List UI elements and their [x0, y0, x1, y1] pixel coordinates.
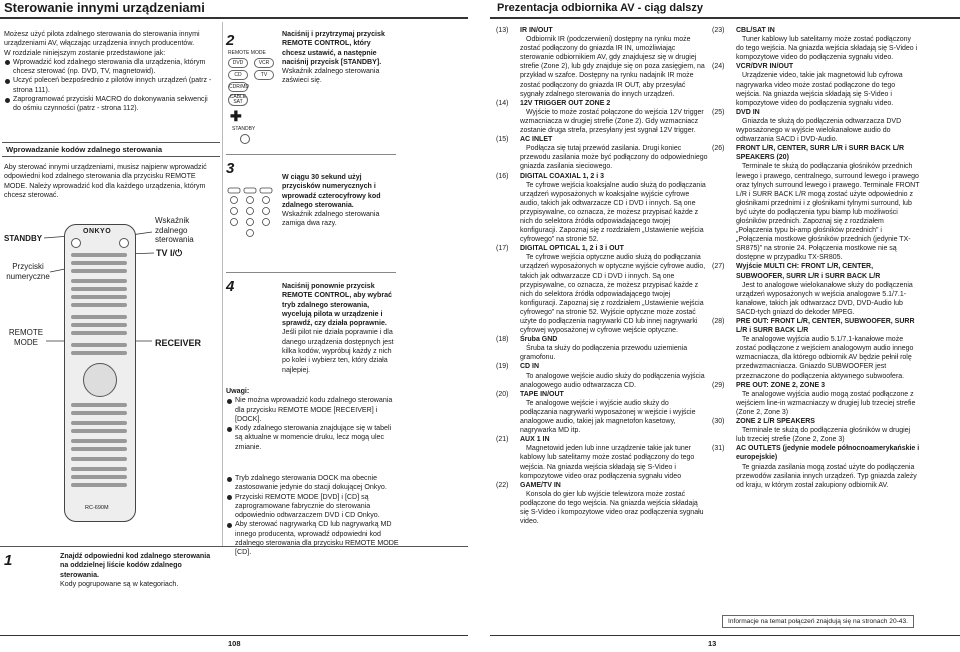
step4-note: Jeśli pilot nie działa poprawnie i dla danego urządzenia dostępnych jest kilka kodów, wypróbuj każdy z nich po kolei i wybierz ten, który działa najlepiej.	[282, 328, 394, 374]
step2-instruction: Naciśnij i przytrzymaj przycisk REMOTE CONTROL, który chcesz ustawić, a następnie naciśnij przycisk [STANDBY].	[282, 30, 385, 66]
footer-rule-left	[0, 635, 468, 636]
section-text: Aby sterować innymi urządzeniami, musisz najpierw wprowadzić odpowiedni kod zdalnego sterowania dla przycisku REMOTE MODE. Należy wprowadzić kod dla każdego urządzenia, którym chcesz sterować.	[4, 163, 207, 199]
dock-note-item: Przyciski REMOTE MODE [DVD] i [CD] są zaprogramowane fabrycznie do sterowania odpowiednio odtwarzaczem DVD i CD Onkyo.	[226, 493, 400, 521]
intro-bullet: Uczyć poleceń bezpośrednio z pilotów innych urządzeń (patrz - strona 111).	[4, 76, 214, 95]
notes-block	[226, 387, 400, 452]
step1-note: Kody pogrupowane są w kategoriach.	[60, 579, 179, 588]
remote-dpad[interactable]	[83, 363, 117, 397]
remote-number-row[interactable]	[71, 287, 127, 291]
mini-standby-button[interactable]	[240, 134, 250, 144]
step2-note: Wskaźnik zdalnego sterowania zaświeci się.	[282, 67, 380, 85]
remote-macro-row[interactable]	[71, 475, 127, 479]
dock-note-item: Aby sterować nagrywarką CD lub nagrywarką MD innego producenta, wprowadź odpowiedni kod zdalnego sterowania dla przycisku REMOTE MODE [CD].	[226, 520, 400, 557]
intro-bullet: Zaprogramować przyciski MACRO do dokonywania sekwencji do ośmiu czynności (patrz - strona 112).	[4, 95, 214, 114]
remote-brand: ONKYO	[83, 228, 112, 235]
label-receiver: RECEIVER	[155, 338, 202, 348]
mini-cd-button[interactable]: CD	[228, 70, 248, 80]
remote-tv-power-button[interactable]	[119, 238, 129, 248]
mini-standby-label: STANDBY	[232, 126, 256, 132]
remote-input-row[interactable]	[71, 269, 127, 273]
intro-text: Możesz użyć pilota zdalnego sterowania do sterowania innymi urządzeniami AV, włączając urządzenia innych producentów.	[4, 30, 200, 48]
section-heading: Wprowadzanie kodów zdalnego sterowania	[2, 142, 220, 157]
connector-item: (19) CD IN To analogowe wejście audio służy do podłączenia wyjścia analogowego audio odtwarzacza CD.	[496, 363, 705, 389]
label-tv-power: TV I/⏻	[156, 248, 183, 258]
connector-item: (23) CBL/SAT IN Tuner kablowy lub satelitarny może zostać podłączony do tego wejścia. Na gniazda wejścia składają się S-Video i kompozytowe video do podłączenia sygnału video.	[712, 27, 918, 62]
mini-number-keys	[226, 186, 276, 256]
connector-item: (25) DVD IN Gniazda te służą do podłączenia odtwarzacza DVD wyposażonego w wyjście wielokanałowe audio do odtwarzania SACD i DVD-Audio.	[712, 108, 902, 144]
remote-macro-row[interactable]	[71, 483, 127, 487]
column-divider	[222, 22, 223, 546]
step3-text	[282, 173, 394, 229]
step4-text	[282, 282, 394, 375]
mini-cable-button[interactable]: CABLE SAT	[229, 94, 247, 105]
remote-number-row[interactable]	[71, 279, 127, 283]
mini-tv-button[interactable]: TV	[254, 70, 274, 80]
connector-item: (18) Śruba GND Śruba ta służy do podłączenia przewodu uziemienia gramofonu.	[496, 336, 688, 362]
remote-function-row[interactable]	[71, 351, 127, 355]
intro-bullet: Wprowadzić kod zdalnego sterowania dla urządzenia, którym chcesz sterować (np. DVD, TV, magnetowid).	[4, 58, 214, 77]
remote-input-row[interactable]	[71, 253, 127, 257]
mini-vcr-button[interactable]: VCR	[254, 58, 274, 68]
remote-mode-row[interactable]	[71, 331, 127, 335]
info-box: Informacje na temat połączeń znajdują się na stronach 20-43.	[722, 615, 914, 628]
mini-dvd-button[interactable]: DVD	[228, 58, 248, 68]
step-divider	[226, 154, 396, 155]
footer-rule-right	[490, 635, 960, 636]
label-remote-indicator: Wskaźnik zdalnego sterowania	[155, 216, 194, 245]
header-rule-right	[490, 17, 960, 19]
remote-macro-row[interactable]	[71, 467, 127, 471]
connector-item: (29) PRE OUT: ZONE 2, ZONE 3 Te analogowe wyjścia audio mogą zostać podłączone z wejściem line-in wzmacniaczy w drugiej lub trzeciej strefie (Zone 2, Zone 3)	[712, 381, 916, 416]
connector-item: (30) ZONE 2 L/R SPEAKERS Terminale te służą do podłączenia głośników w drugiej lub trzeciej strefie (Zone 2, Zone 3)	[712, 418, 911, 444]
label-standby: STANDBY	[4, 234, 43, 243]
page-title-right: Prezentacja odbiornika AV - ciąg dalszy	[497, 2, 704, 14]
label-number-keys: Przyciski numeryczne	[6, 262, 50, 281]
step1-text	[60, 552, 220, 589]
mini-remote-mode-panel	[226, 48, 276, 144]
remote-number-row[interactable]	[71, 303, 127, 307]
step1-instruction: Znajdź odpowiedni kod zdalnego sterowania na oddzielnej liście kodów zdalnego sterowania.	[60, 552, 211, 579]
connector-item: (20) TAPE IN/OUT Te analogowe wejście i wyjście audio służy do podłączania nagrywarki wyposażonej w wejście i wyjście analogowe audio, takiej jak magnetofon kasetowy, nagrywarka MD itp.	[496, 390, 696, 435]
dock-note-item: Tryb zdalnego sterowania DOCK ma obecnie zastosowanie jedynie do stacji dokującej Onkyo.	[226, 474, 400, 493]
remote-control-illustration	[64, 224, 136, 522]
note-item: Nie można wprowadzić kodu zdalnego sterowania dla przycisku REMOTE MODE [RECEIVER] i [DOCK].	[226, 396, 400, 424]
connector-item: (31) AC OUTLETS (jedynie modele północnoamerykańskie i europejskie) Te gniazda zasilania mogą zostać użyte do podłączenia przewodów zasilania innych urządzeń. Typ gniazda zależy od kraju, w którym został zakupiony odbiornik AV.	[712, 445, 920, 489]
connector-item: (27) Wyjście MULTI CH: FRONT L/R, CENTER, SUBWOOFER, SURR L/R i SURR BACK L/R Jest to analogowe wielokanałowe służy do podłączenia urządzeń wyposażonych w wejścia analogowe 5.1/7.1-kanałowe, takich jak odtwarzacz DVD, DVD-Audio lub SACD-tych gniazd do dekoder MPEG.	[712, 263, 913, 316]
page-title-left: Sterowanie innymi urządzeniami	[4, 0, 205, 15]
remote-transport-row[interactable]	[71, 447, 127, 451]
connector-item: (15) AC INLET Podłącza się tutaj przewód zasilania. Drugi koniec przewodu zasilania może być podłączony do odpowiedniego gniazda zasilania sieciowego.	[496, 136, 708, 171]
connector-item: (26) FRONT L/R, CENTER, SURR L/R i SURR BACK L/R SPEAKERS (20) Terminale te służą do podłączania głośników przednich lewego i prawego, centralnego, surround lewego i prawego oraz tylnych surround lewego i prawego. Terminale FRONT L/R i SURR BACK L/R mogą zostać użyte odpowiednio z głośnikami przednimi i z głośnikami tylnymi surround, lub być użyte do podłączenia typu biamp lub możliwości głośników przednich. Zapoznaj się z rozdziałem „Połączenia typu bi-amp głośników przednich” i „Połączenia mostkowe głośników przednich (jedynie TX-SR875)” na stronie 24. Połączenia mostkowe nie są dostępne w przypadku TX-SR805.	[712, 145, 920, 262]
step-number: 2	[226, 32, 235, 49]
step-divider	[226, 272, 396, 273]
remote-input-row[interactable]	[71, 261, 127, 265]
mini-remote-mode-label: REMOTE MODE	[228, 50, 266, 56]
remote-standby-button[interactable]	[71, 238, 81, 248]
remote-mode-row[interactable]	[71, 315, 127, 319]
remote-function-row[interactable]	[71, 343, 127, 347]
label-remote-mode: REMOTE MODE	[8, 328, 44, 347]
step3-instruction: W ciągu 30 sekund użyj przycisków numerycznych i wprowadź czterocyfrowy kod zdalnego sterowania.	[282, 173, 381, 209]
connector-item: (17) DIGITAL OPTICAL 1, 2 i 3 i OUT Te cyfrowe wejścia optyczne audio służą do podłączania urządzeń wyposażonych w optyczne wyjście cyfrowe audio, takich jak odtwarzacze CD i DVD i innych. Są one przypisywalne, co oznacza, że możesz przypisać każde z nich do selektora źródła odpowiadającego twojej konfiguracji. Zapoznaj się z rozdziałem „Ustawienie wejścia cyfrowego” na stronie 52. Wyjście optyczne może zostać użyte do podłączenia nagrywarki CD lub innej nagrywarki cyfrowej wyposażonej w cyfrowe wejście optyczne.	[496, 245, 706, 335]
connector-item: (22) GAME/TV IN Konsola do gier lub wyjście telewizora może zostać podłączone do tego wejścia. Na gniazda wejścia składają się S-Video i kompozytowe video oraz podłączenia sygnału video.	[496, 481, 704, 526]
connector-item: (14) 12V TRIGGER OUT ZONE 2 Wyjście to może zostać połączone do wejścia 12V trigger wzmacniacza w drugiej strefie (Zone 2). Gdy wzmacniacz zostanie druga strefa, przesyłany jest sygnał 12V trigger.	[496, 99, 704, 135]
remote-function-row[interactable]	[71, 411, 127, 415]
step-number: 4	[226, 278, 235, 295]
step-number: 3	[226, 160, 235, 177]
step-number: 1	[4, 552, 13, 569]
dock-notes-block	[226, 474, 400, 558]
connector-list-left	[496, 26, 708, 526]
remote-transport-row[interactable]	[71, 439, 127, 443]
notes-title: Uwagi:	[226, 387, 250, 395]
remote-volume-row[interactable]	[71, 421, 127, 425]
page-number-right: 13	[708, 639, 717, 648]
remote-model: RC-690M	[85, 505, 109, 511]
connector-item: (21) AUX 1 IN Magnetowid jeden lub inne urządzenie takie jak tuner kablowy lub satelitarny może zostać podłączony do tego wejścia. Na gniazda wejścia składają się S-Video i kompozytowe video oraz podłączenia sygnału video	[496, 436, 695, 480]
remote-number-row[interactable]	[71, 295, 127, 299]
remote-transport-row[interactable]	[71, 457, 127, 461]
connector-item: (16) DIGITAL COAXIAL 1, 2 i 3 Te cyfrowe wejścia koaksjalne audio służą do podłączania urządzeń wyposażonych w koaksjalne wyjście cyfrowe audio, takich jak odtwarzacze CD i DVD i innych. Są one przypisywalne, co oznacza, że możesz przypisać każde z nich do selektora źródła odpowiadającego twojej konfiguracji. Zapoznaj się z rozdziałem „Ustawienie wejścia cyfrowego” na stronie 52.	[496, 172, 706, 244]
page-number-left: 108	[228, 639, 241, 648]
intro-lead: W rozdziale niniejszym zostanie przedstawione jak:	[4, 48, 166, 57]
note-item: Kody zdalnego sterowania znajdujące się w tabeli są aktualne w momencie druku, lecz mogą ulec zmianie.	[226, 424, 400, 452]
finger-icon: ✚	[230, 108, 242, 124]
connector-item: (13) IR IN/OUT Odbiornik IR (podczerwieni) dostępny na rynku może zostać podłączony do gniazda IR IN, umożliwiając sterowanie odbiornikiem AV, gdy znajdujesz się w drugiej strefie (Zone 2), lub gdy znajduje się on poza zasięgiem, na przykład w szafce. Dostępny na rynku nadajnik IR może zostać podłączony do gniazda IR OUT, aby przesyłać sygnały zdalnego sterowania do innych urządzeń.	[496, 27, 705, 98]
step4-instruction: Naciśnij ponownie przycisk REMOTE CONTROL, aby wybrać tryb zdalnego sterowania, wycelują pilota w urządzenie i sprawdź, czy działa poprawnie.	[282, 282, 392, 328]
connector-list-right	[712, 26, 920, 490]
remote-mode-row[interactable]	[71, 323, 127, 327]
connector-item: (28) PRE OUT: FRONT L/R, CENTER, SUBWOOFER, SURR L/R i SURR BACK L/R Te analogowe wyjścia audio 5.1/7.1-kanałowe może zostać podłączone z wejściem analogowym audio innego wzmacniacza, dla którego odbiornik AV będzie pełnił rolę przedwzmacniacza. Gniazdo SUBWOOFER jest przeznaczone do podłączenia aktywnego subwoofera.	[712, 318, 915, 380]
step3-note: Wskaźnik zdalnego sterowania zamiga dwa razy.	[282, 210, 380, 228]
remote-volume-row[interactable]	[71, 429, 127, 433]
remote-function-row[interactable]	[71, 403, 127, 407]
step2-text	[282, 30, 394, 86]
mini-cdr-button[interactable]: CDR/MD	[229, 84, 249, 90]
connector-item: (24) VCR/DVR IN/OUT Urządzenie video, takie jak magnetowid lub cyfrowa nagrywarka video może zostać podłączone do tego wejścia. Na gniazda wejścia składają się S-Video i kompozytowe video do podłączenia sygnału video.	[712, 63, 903, 107]
